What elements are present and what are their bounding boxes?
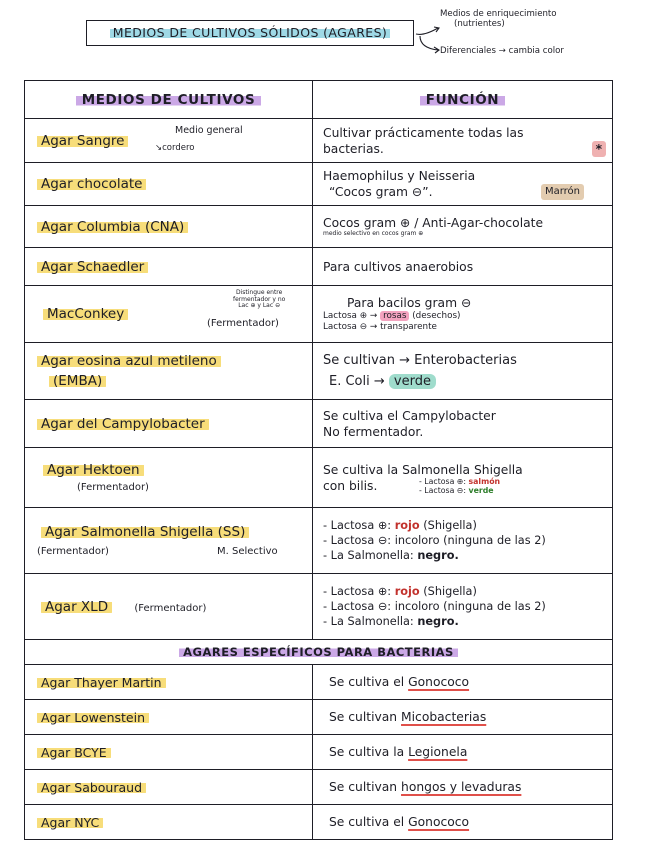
funcion-cell: - Lactosa ⊕: rojo (Shigella) - Lactosa ⊖: incoloro (ninguna de las 2) - La Salmonella: negro.: [313, 574, 613, 640]
funcion-cell: Cocos gram ⊕ / Anti-Agar-chocolate medio selectivo en cocos gram ⊕: [313, 206, 613, 248]
table-row: [25, 248, 613, 286]
medio-cell: Agar Hektoen (Fermentador): [25, 448, 313, 508]
medio-cell: Agar Salmonella Shigella (SS) (Fermentador) M. Selectivo: [25, 508, 313, 574]
medio-cell: Agar Columbia (CNA): [25, 206, 313, 248]
table-row: [25, 770, 613, 805]
table-row: [25, 700, 613, 735]
cultures-table: [24, 80, 613, 840]
note-differential: Diferenciales → cambia color: [440, 46, 564, 56]
table-row: [25, 665, 613, 700]
table-row: [25, 119, 613, 163]
medio-cell: Agar chocolate: [25, 163, 313, 206]
funcion-cell: Se cultivan → Enterobacterias E. Coli → verde: [313, 343, 613, 400]
funcion-cell: Se cultivan hongos y levaduras: [313, 770, 613, 805]
funcion-cell: Cultivar prácticamente todas las bacterias. *: [313, 119, 613, 163]
funcion-cell: - Lactosa ⊕: rojo (Shigella) - Lactosa ⊖: incoloro (ninguna de las 2) - La Salmonella: negro.: [313, 508, 613, 574]
table-row: [25, 286, 613, 343]
table-row: [25, 805, 613, 840]
medio-cell: Agar Sangre Medio general ↘cordero: [25, 119, 313, 163]
funcion-cell: Se cultiva la Salmonella Shigella con bilis. - Lactosa ⊕: salmón - Lactosa ⊖: verde: [313, 448, 613, 508]
section-title: AGARES ESPECÍFICOS PARA BACTERIAS: [25, 640, 613, 665]
medio-cell: Agar NYC: [25, 805, 313, 840]
table-row: [25, 735, 613, 770]
section-row: [25, 640, 613, 665]
asterisk-icon: *: [592, 141, 606, 157]
table-row: [25, 163, 613, 206]
funcion-cell: Para cultivos anaerobios: [313, 248, 613, 286]
table-row: [25, 574, 613, 640]
funcion-cell: Se cultivan Micobacterias: [313, 700, 613, 735]
funcion-cell: Se cultiva la Legionela: [313, 735, 613, 770]
col-header-funcion: FUNCIÓN: [313, 81, 613, 119]
funcion-cell: Haemophilus y Neisseria “Cocos gram ⊖”. Marrón: [313, 163, 613, 206]
table-header-row: [25, 81, 613, 119]
medio-cell: Agar Thayer Martin: [25, 665, 313, 700]
page-header: [0, 0, 646, 78]
medio-cell: Agar Schaedler: [25, 248, 313, 286]
table-row: [25, 400, 613, 448]
funcion-cell: Se cultiva el Gonococo: [313, 665, 613, 700]
funcion-cell: Se cultiva el Campylobacter No fermentador.: [313, 400, 613, 448]
medio-cell: Agar Sabouraud: [25, 770, 313, 805]
arrow-icon: [414, 34, 442, 54]
medio-cell: Agar del Campylobacter: [25, 400, 313, 448]
medio-cell: Agar eosina azul metileno (EMBA): [25, 343, 313, 400]
col-header-medios: MEDIOS DE CULTIVOS: [25, 81, 313, 119]
medio-cell: Agar BCYE: [25, 735, 313, 770]
note-enrichment: Medios de enriquecimiento (nutrientes): [440, 9, 557, 29]
table-row: [25, 508, 613, 574]
funcion-cell: Se cultiva el Gonococo: [313, 805, 613, 840]
table-row: [25, 206, 613, 248]
table-row: [25, 448, 613, 508]
medio-cell: Agar Lowenstein: [25, 700, 313, 735]
funcion-cell: Para bacilos gram ⊖ Lactosa ⊕ → rosas (desechos) Lactosa ⊖ → transparente: [313, 286, 613, 343]
table-row: [25, 343, 613, 400]
page-title: MEDIOS DE CULTIVOS SÓLIDOS (AGARES): [86, 20, 414, 46]
medio-cell: MacConkey Distingue entre fermentador y no Lac ⊕ y Lac ⊖ (Fermentador): [25, 286, 313, 343]
medio-cell: Agar XLD (Fermentador): [25, 574, 313, 640]
